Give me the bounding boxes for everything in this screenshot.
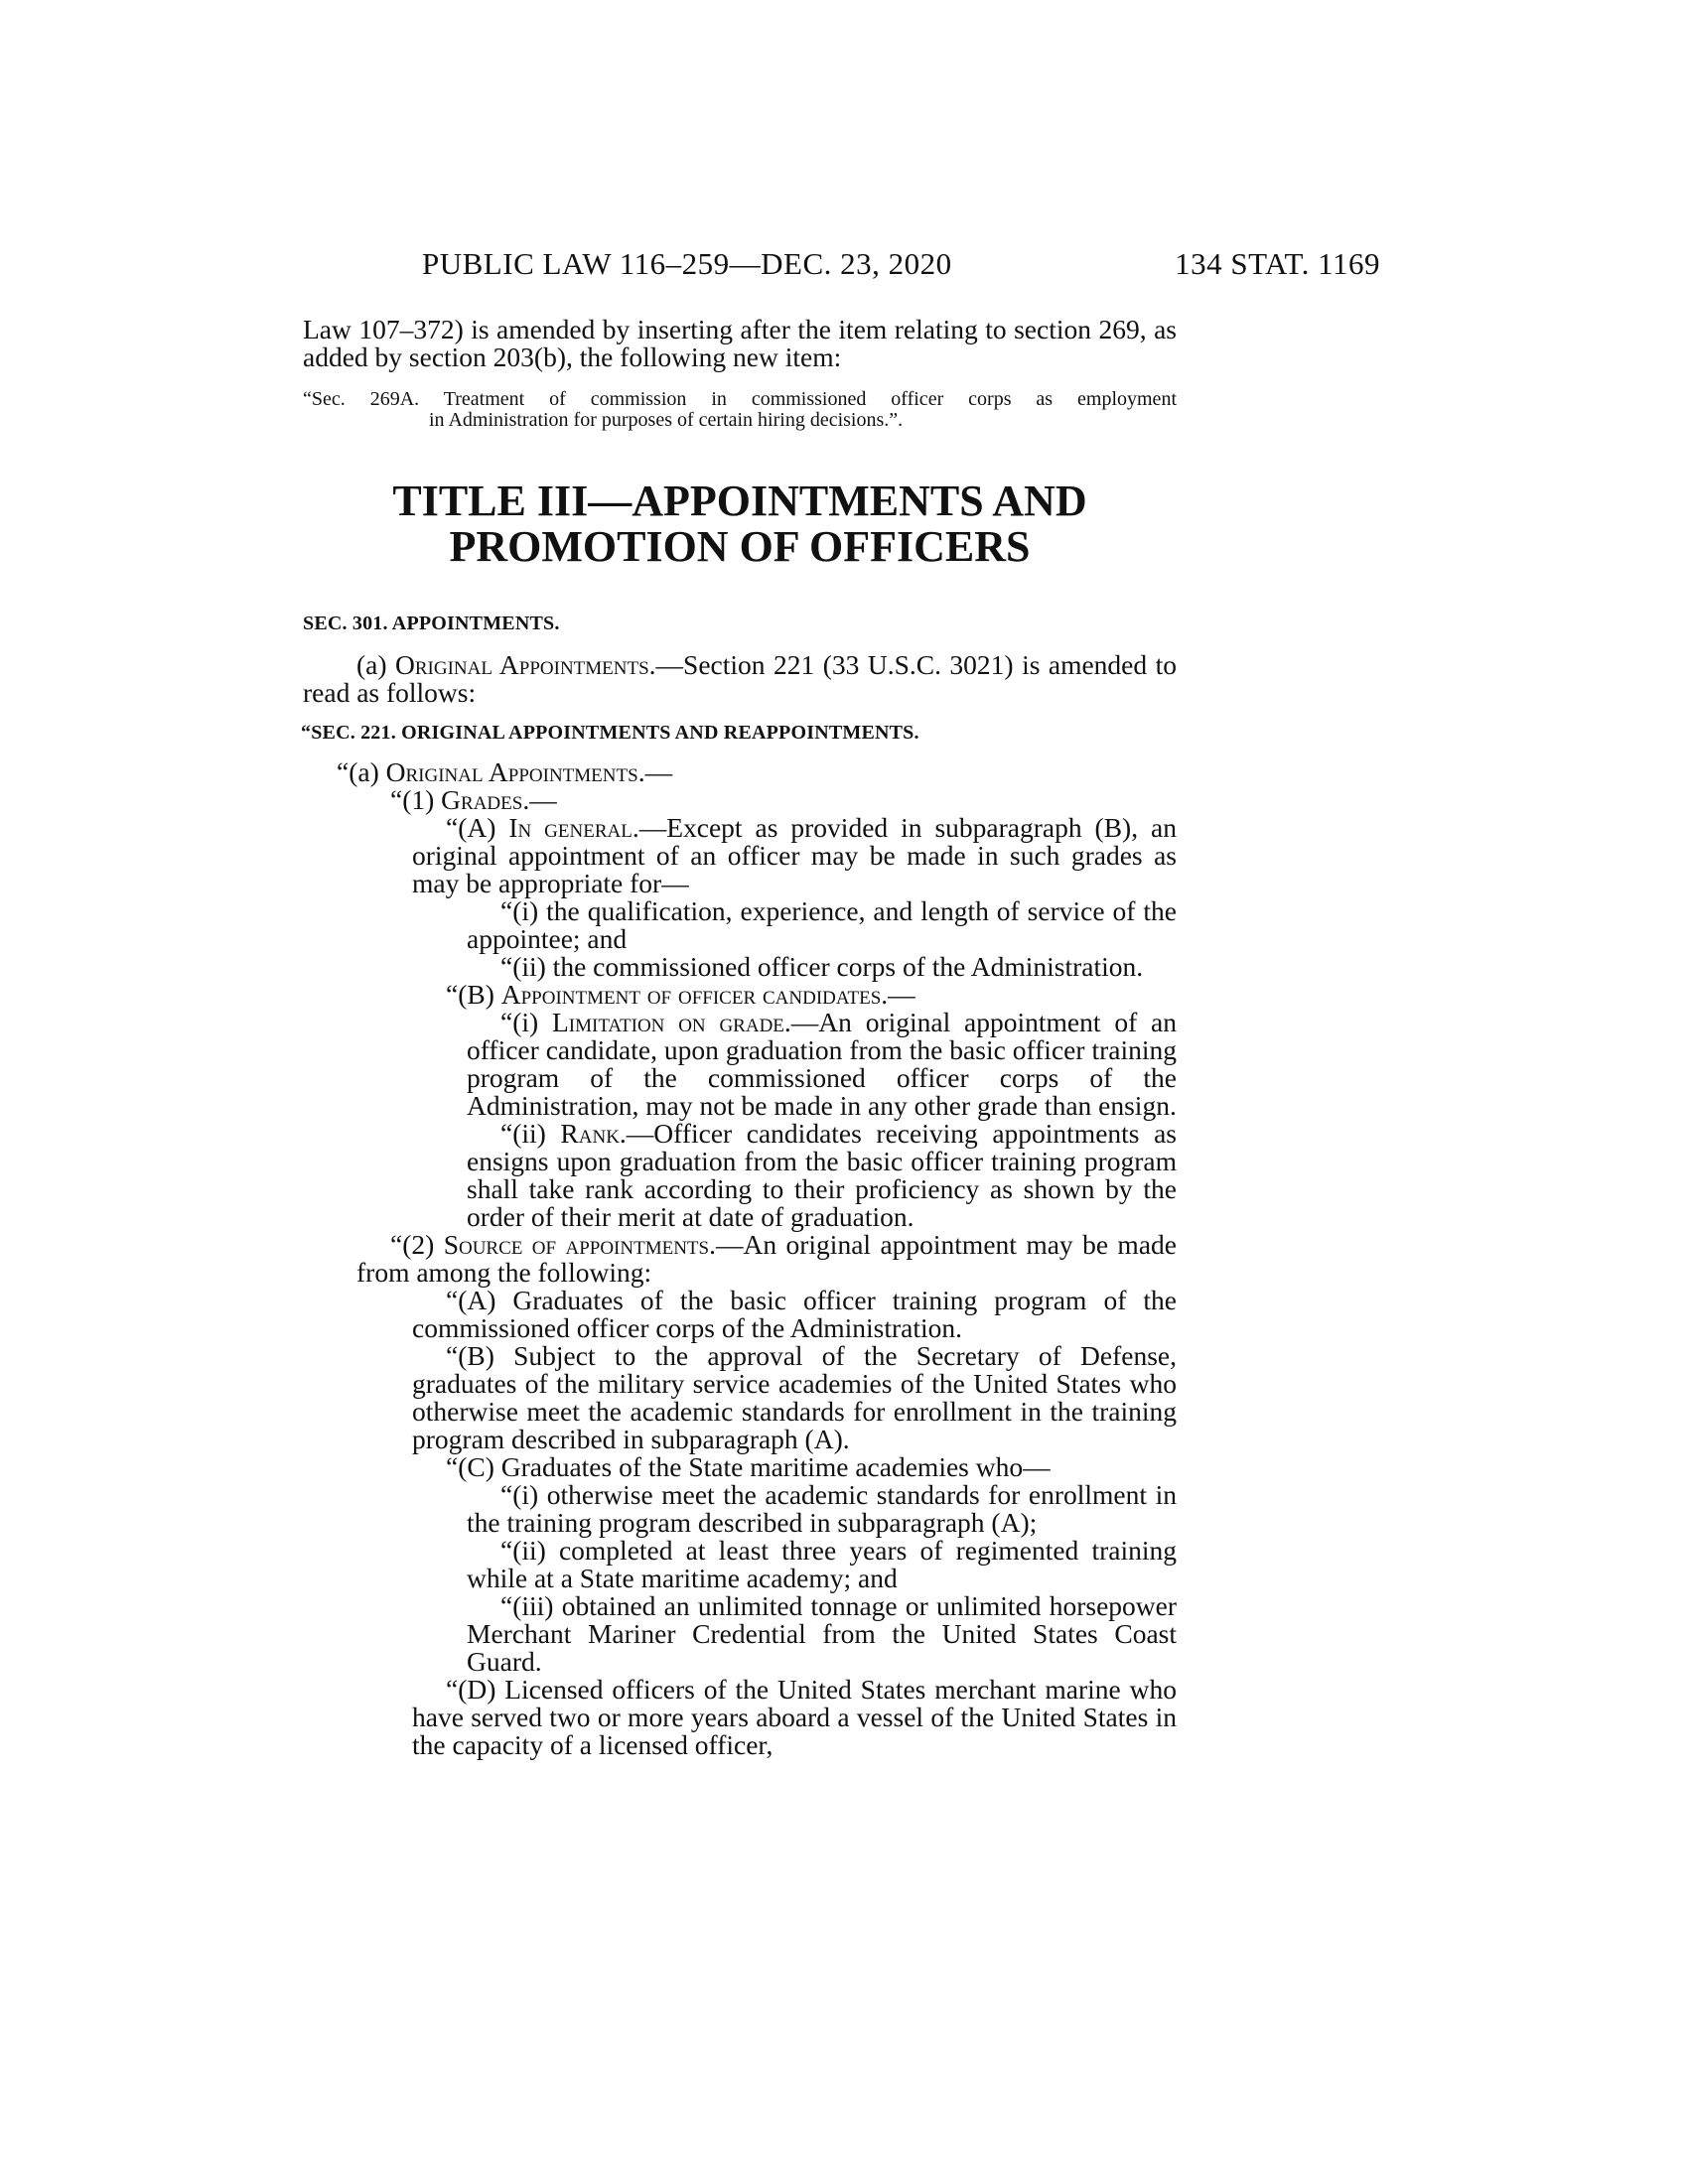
header-stat-page: 134 STAT. 1169 — [1175, 246, 1380, 281]
sec221-A-i: “(i) the qualification, experience, and length of service of the appointee; and — [467, 895, 1177, 954]
p1-caption: Grades — [441, 784, 523, 815]
B-i-label: “(i) — [500, 1007, 552, 1037]
sec221-src-C-ii: “(ii) completed at least three years of regimented training while at a State maritime academy; and — [467, 1535, 1177, 1593]
sec301-block — [303, 612, 1177, 707]
B-ii-caption: Rank — [560, 1118, 620, 1149]
inserted-item-line2: in Administration for purposes of certain hiring decisions.”. — [429, 409, 904, 431]
sec221-B — [303, 981, 1177, 1009]
p2-text: .—An original appointment may be made from among the following: — [356, 1229, 1177, 1288]
sec221-p2 — [303, 1231, 1177, 1287]
sec221-block — [303, 721, 1177, 1759]
sec301-a-label: (a) — [356, 649, 395, 680]
sec221-B-ii — [303, 1120, 1177, 1231]
sec221-A-ii: “(ii) the commissioned officer corps of the Administration. — [500, 951, 1144, 982]
sec221-a-label: “(a) — [337, 756, 386, 787]
B-tail: .— — [881, 979, 915, 1010]
B-caption: Appointment of officer candidates — [500, 979, 882, 1010]
sec301-heading: SEC. 301. APPOINTMENTS. — [303, 613, 560, 634]
B-label: “(B) — [446, 979, 501, 1010]
A-caption: In general — [508, 812, 633, 843]
sec221-src-C-i: “(i) otherwise meet the academic standards for enrollment in the training program described in subparagraph (A); — [467, 1479, 1177, 1538]
title-block — [303, 478, 1177, 570]
B-ii-text: .—Officer candidates receiving appointments as ensigns upon graduation from the basic officer training program shall take rank according to their proficiency as shown by the order of their merit at date of graduation. — [467, 1118, 1177, 1232]
sec221-A — [303, 814, 1177, 897]
A-text: .—Except as provided in subparagraph (B), an original appointment of an officer may be made in such grades as may be appropriate for— — [412, 812, 1177, 898]
title-line1: TITLE III—APPOINTMENTS AND — [392, 477, 1087, 525]
B-ii-label: “(ii) — [500, 1118, 561, 1149]
sec221-a-caption: Original Appointments — [385, 756, 638, 787]
sec221-src-D: “(D) Licensed officers of the United States merchant marine who have served two or more years aboard a vessel of the United States in the capacity of a licensed officer, — [412, 1674, 1177, 1760]
sec221-p1 — [303, 786, 1177, 814]
intro-paragraph: Law 107–372) is amended by inserting after the item relating to section 269, as added by section 203(b), the following new item: — [303, 314, 1177, 372]
sec221-a — [303, 758, 1177, 786]
A-label: “(A) — [446, 812, 509, 843]
sec221-src-B: “(B) Subject to the approval of the Secretary of Defense, graduates of the military service academies of the United States who otherwise meet the academic standards for enrollment in the training program described in subparagraph (A). — [412, 1340, 1177, 1454]
sec221-src-A: “(A) Graduates of the basic officer training program of the commissioned officer corps of the Administration. — [412, 1285, 1177, 1343]
p2-label: “(2) — [390, 1229, 444, 1260]
intro-block — [303, 316, 1177, 431]
sec221-a-tail: .— — [637, 756, 673, 787]
sec301-a-text: .—Section 221 (33 U.S.C. 3021) is amended to read as follows: — [303, 649, 1177, 708]
sec301-a-caption: Original Appointments — [395, 649, 649, 680]
p2-caption: Source of appointments — [443, 1229, 710, 1260]
sec221-src-C-iii: “(iii) obtained an unlimited tonnage or unlimited horsepower Merchant Mariner Credential from the United States Coast Guard. — [467, 1590, 1177, 1677]
page-header — [298, 246, 1380, 286]
B-i-caption: Limitation on grade — [551, 1007, 784, 1037]
sec301-a — [303, 651, 1177, 707]
header-law-citation: PUBLIC LAW 116–259—DEC. 23, 2020 — [422, 246, 952, 281]
sec221-B-i — [303, 1009, 1177, 1120]
inserted-item-line1: “Sec. 269A. Treatment of commission in commissioned officer corps as employment — [303, 388, 1177, 410]
sec221-heading: “SEC. 221. ORIGINAL APPOINTMENTS AND REAPPOINTMENTS. — [301, 722, 919, 744]
title-line2: PROMOTION OF OFFICERS — [449, 522, 1031, 571]
B-i-text: .—An original appointment of an officer candidate, upon graduation from the basic officer training program of the commissioned officer corps of the Administration, may not be made in any other grade than ensign. — [467, 1007, 1178, 1121]
sec221-src-C: “(C) Graduates of the State maritime academies who— — [446, 1451, 1051, 1482]
p1-tail: .— — [522, 784, 557, 815]
p1-label: “(1) — [390, 784, 442, 815]
